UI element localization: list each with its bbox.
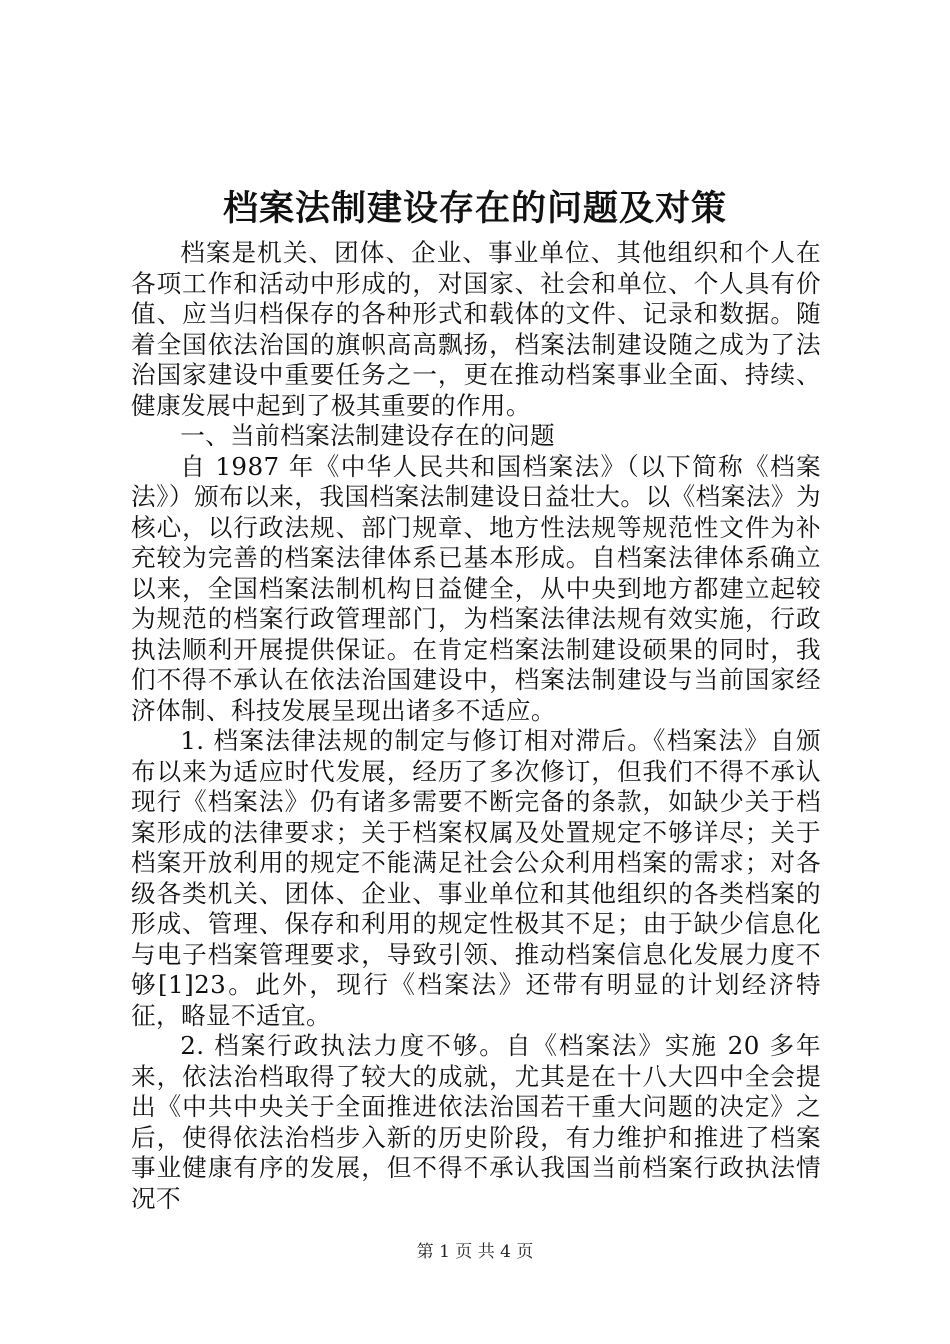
paragraph-background: 自 1987 年《中华人民共和国档案法》（以下简称《档案法》）颁布以来，我国档案法制建设日益壮大。以《档案法》为核心，以行政法规、部门规章、地方性法规等规范性文件为补充较为完善的档案法律体系已基本形成。自档案法律体系确立以来，全国档案法制机构日益健全，从中央到地方都建立起较为规范的档案行政管理部门，为档案法律法规有效实施，行政执法顺利开展提供保证。在肯定档案法制建设硕果的同时，我们不得不承认在依法治国建设中，档案法制建设与当前国家经济体制、科技发展呈现出诸多不适应。 bbox=[131, 451, 821, 725]
paragraph-point-1: 1. 档案法律法规的制定与修订相对滞后。《档案法》自颁布以来为适应时代发展，经历了多次修订，但我们不得不承认现行《档案法》仍有诸多需要不断完备的条款，如缺少关于档案形成的法律要求；关于档案权属及处置规定不够详尽；关于档案开放利用的规定不能满足社会公众利用档案的需求；对各级各类机关、团体、企业、事业单位和其他组织的各类档案的形成、管理、保存和利用的规定性极其不足；由于缺少信息化与电子档案管理要求，导致引领、推动档案信息化发展力度不够[1]23。此外，现行《档案法》还带有明显的计划经济特征，略显不适宜。 bbox=[131, 726, 821, 1030]
page-footer: 第 1 页 共 4 页 bbox=[416, 1242, 534, 1262]
paragraph-point-2: 2. 档案行政执法力度不够。自《档案法》实施 20 多年来，依法治档取得了较大的成就，尤其是在十八大四中全会提出《中共中央关于全面推进依法治国若干重大问题的决定》之后，使得依法治档步入新的历史阶段，有力维护和推进了档案事业健康有序的发展，但不得不承认我国当前档案行政执法情况不 bbox=[131, 1031, 821, 1213]
section-heading-1: 一、当前档案法制建设存在的问题 bbox=[180, 421, 556, 450]
document-title: 档案法制建设存在的问题及对策 bbox=[222, 188, 727, 229]
paragraph-intro: 档案是机关、团体、企业、事业单位、其他组织和个人在各项工作和活动中形成的，对国家、社会和单位、个人具有价值、应当归档保存的各种形式和载体的文件、记录和数据。随着全国依法治国的旗帜高高飘扬，档案法制建设随之成为了法治国家建设中重要任务之一，更在推动档案事业全面、持续、健康发展中起到了极其重要的作用。 bbox=[131, 238, 821, 420]
document-body bbox=[131, 238, 821, 1214]
